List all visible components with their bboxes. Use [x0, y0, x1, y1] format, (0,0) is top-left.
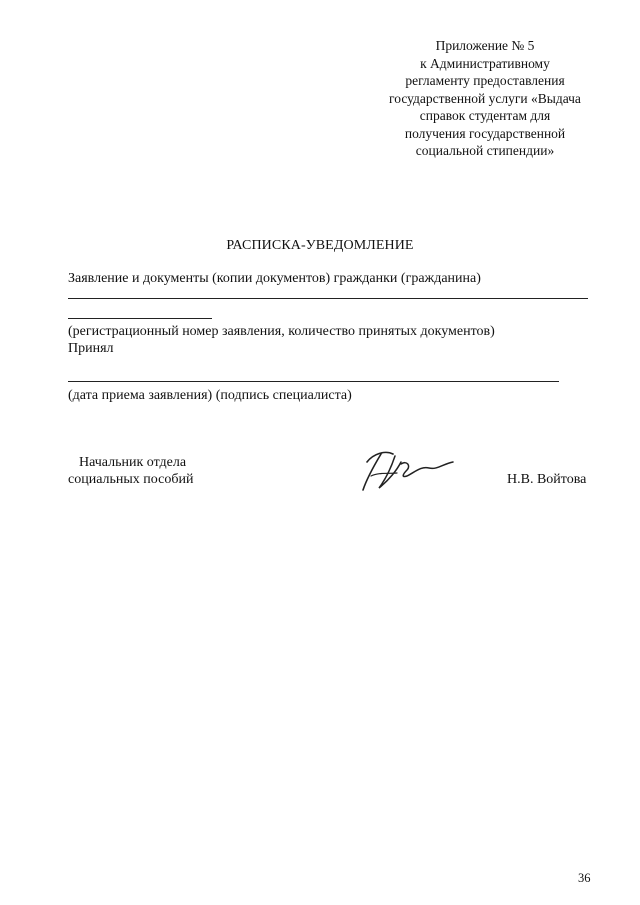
statement-text: Заявление и документы (копии документов) гражданки (гражданина) — [68, 271, 481, 286]
applicant-name-line — [68, 298, 588, 299]
date-caption: (дата приема заявления) (подпись специалиста) — [68, 388, 352, 403]
appendix-header — [360, 37, 610, 160]
appendix-line: Приложение № 5 — [435, 38, 535, 53]
appendix-line: социальной стипендии» — [415, 143, 555, 158]
page-number: 36 — [578, 871, 591, 885]
signatory-position-line2: социальных пособий — [68, 472, 194, 487]
applicant-name-line-continued — [68, 318, 212, 319]
registration-caption: (регистрационный номер заявления, количество принятых документов) — [68, 324, 495, 339]
accepted-label: Принял — [68, 341, 114, 356]
appendix-line: к Административному — [420, 55, 550, 71]
appendix-line: получения государственной — [404, 125, 566, 141]
acceptance-line — [68, 381, 559, 382]
appendix-line: государственной услуги «Выдача — [389, 90, 581, 106]
handwritten-signature — [345, 440, 465, 500]
appendix-line: справок студентам для — [419, 108, 551, 123]
signatory-name: Н.В. Войтова — [507, 472, 587, 487]
signatory-position-line1: Начальник отдела — [79, 455, 187, 470]
appendix-line: регламенту предоставления — [405, 73, 565, 88]
document-title: РАСПИСКА-УВЕДОМЛЕНИЕ — [226, 238, 414, 253]
